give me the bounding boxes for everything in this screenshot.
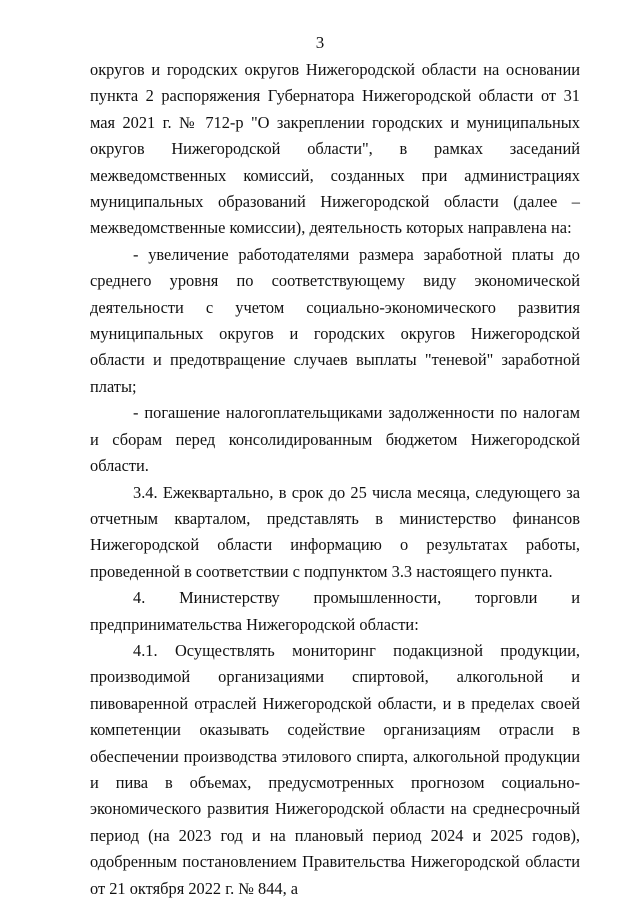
paragraph-wages: - увеличение работодателями размера заработной платы до среднего уровня по соответствующему виду экономической деятельности с учетом социально-экономического развития муниципальных округов и городских округов Нижегородской области и предотвращение случаев выплаты "теневой" заработной платы; xyxy=(90,244,580,396)
document-body xyxy=(90,57,580,902)
paragraph-3-4: 3.4. Ежеквартально, в срок до 25 числа месяца, следующего за отчетным кварталом, представлять в министерство финансов Нижегородской области информацию о результатах работы, проведенной в соответствии с подпунктом 3.3 настоящего пункта. xyxy=(90,482,580,581)
paragraph-tax-debt: - погашение налогоплательщиками задолженности по налогам и сборам перед консолидированным бюджетом Нижегородской области. xyxy=(90,403,580,476)
paragraph-continuation: округов и городских округов Нижегородской области на основании пункта 2 распоряжения Губернатора Нижегородской области от 31 мая 2021 г. № 712-р "О закреплении городских и муниципальных округов Нижегородской области", в рамках заседаний межведомственных комиссий, созданных при администрациях муниципальных образований Нижегородской области (далее – межведомственные комиссии), деятельность которых направлена на: xyxy=(90,60,580,238)
paragraph-4-1: 4.1. Осуществлять мониторинг подакцизной продукции, производимой организациями спиртовой, алкогольной и пивоваренной отраслей Нижегородской области, и в пределах своей компетенции оказывать содействие организациям отрасли в обеспечении производства этилового спирта, алкогольной продукции и пива в объемах, предусмотренных прогнозом социально-экономического развития Нижегородской области на среднесрочный период (на 2023 год и на плановый период 2024 и 2025 годов), одобренным постановлением Правительства Нижегородской области от 21 октября 2022 г. № 844, а xyxy=(90,640,580,898)
paragraph-4: 4. Министерству промышленности, торговли и предпринимательства Нижегородской области: xyxy=(90,588,580,634)
page-number: 3 xyxy=(315,33,325,52)
